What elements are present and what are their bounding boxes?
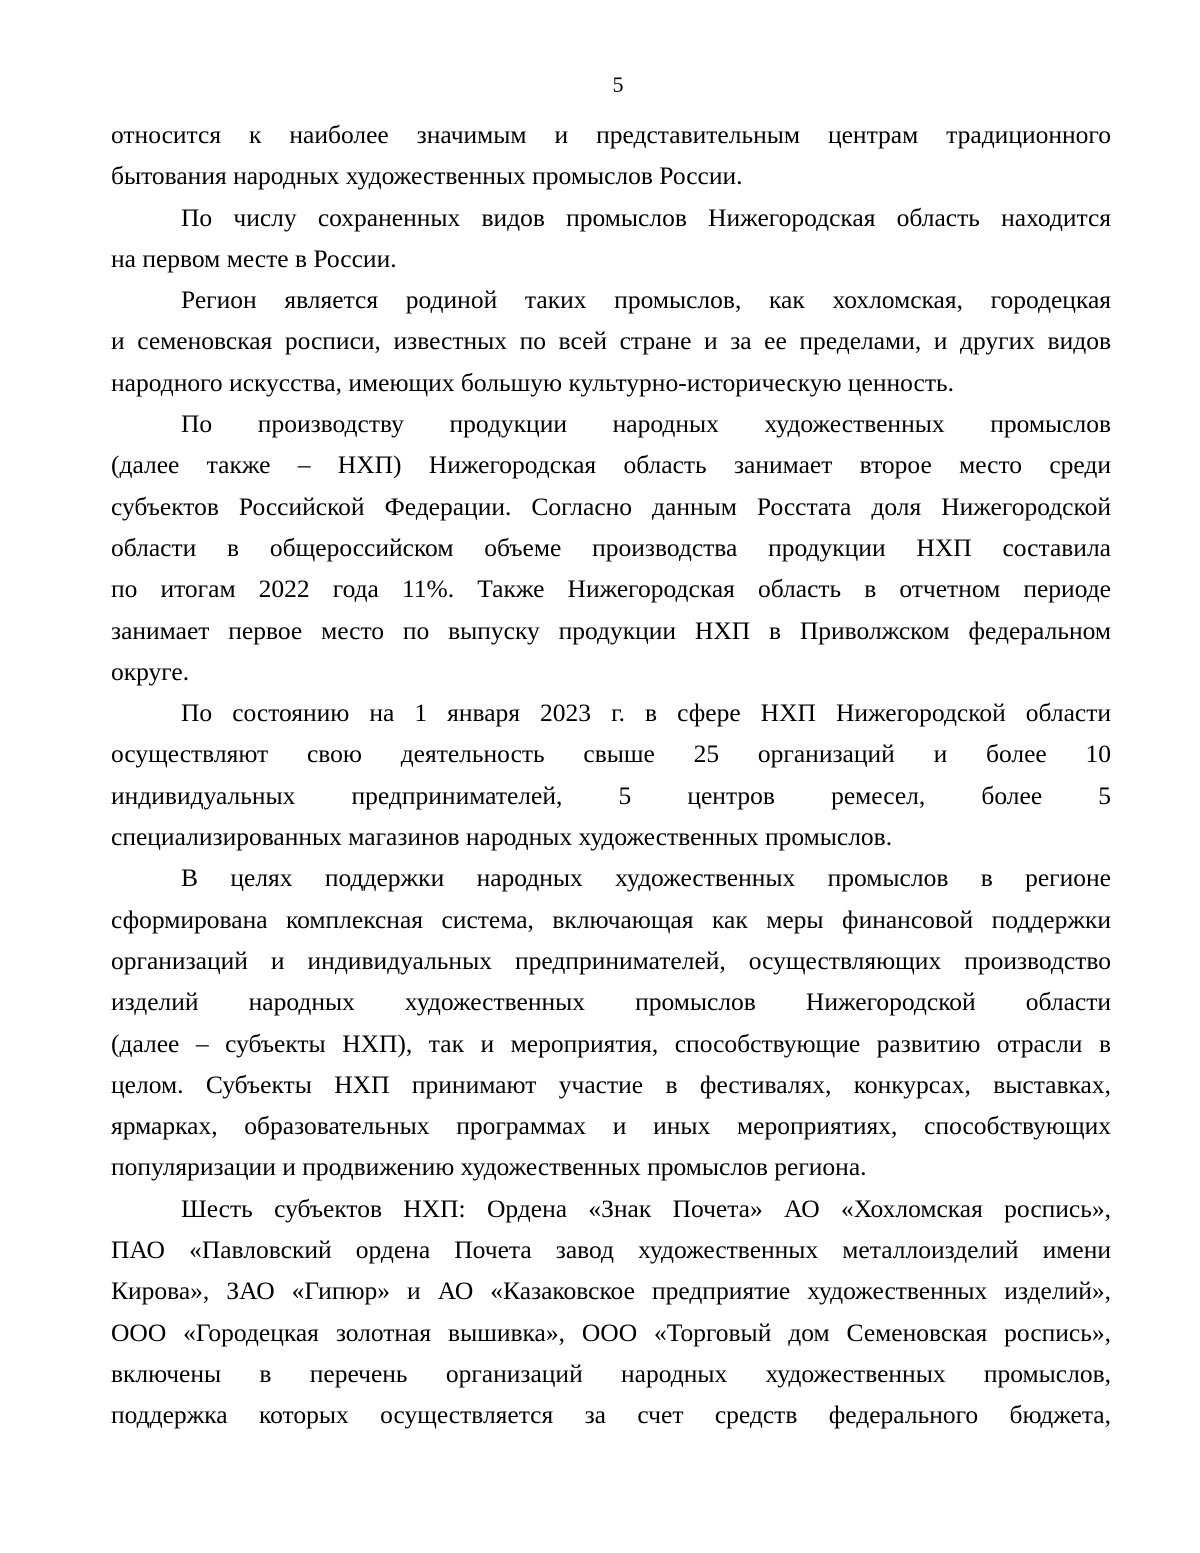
body-text [111,114,1111,1436]
text-line: изделий народных художественных промыслов Нижегородской области [111,987,1111,1017]
paragraph [111,114,1111,197]
text-line: (далее – субъекты НХП), так и мероприятия, способствующие развитию отрасли в [111,1028,1111,1058]
text-line: осуществляют свою деятельность свыше 25 организаций и более 10 [111,739,1111,769]
text-line: включены в перечень организаций народных художественных промыслов, [111,1358,1111,1388]
text-line: Шесть субъектов НХП: Ордена «Знак Почета» АО «Хохломская роспись», [181,1193,1111,1223]
text-line: специализированных магазинов народных художественных промыслов. [111,822,893,852]
text-line: ООО «Городецкая золотная вышивка», ООО «Торговый дом Семеновская роспись», [111,1317,1111,1347]
paragraph [111,197,1111,280]
text-line: бытования народных художественных промыслов России. [111,161,743,191]
text-line: по итогам 2022 года 11%. Также Нижегородская область в отчетном периоде [111,574,1111,604]
text-line: Кирова», ЗАО «Гипюр» и АО «Казаковское предприятие художественных изделий», [111,1276,1111,1306]
text-line: субъектов Российской Федерации. Согласно данным Росстата доля Нижегородской [111,491,1111,521]
text-line: народного искусства, имеющих большую культурно-историческую ценность. [111,367,955,397]
text-line: сформирована комплексная система, включающая как меры финансовой поддержки [111,904,1111,934]
text-line: Регион является родиной таких промыслов, как хохломская, городецкая [181,285,1111,315]
text-line: В целях поддержки народных художественных промыслов в регионе [181,863,1111,893]
page-number: 5 [612,72,624,97]
text-line: организаций и индивидуальных предпринимателей, осуществляющих производство [111,945,1111,975]
text-line: относится к наиболее значимым и представительным центрам традиционного [111,120,1111,149]
text-line: ПАО «Павловский ордена Почета завод художественных металлоизделий имени [111,1235,1111,1265]
text-line: индивидуальных предпринимателей, 5 центров ремесел, более 5 [111,780,1111,810]
paragraph [111,692,1111,857]
paragraph [111,403,1111,692]
text-line: По производству продукции народных художественных промыслов [181,409,1111,439]
text-line: целом. Субъекты НХП принимают участие в фестивалях, конкурсах, выставках, [111,1069,1111,1099]
paragraph [111,1188,1111,1436]
text-line: поддержка которых осуществляется за счет средств федерального бюджета, [111,1400,1111,1430]
text-line: и семеновская росписи, известных по всей стране и за ее пределами, и других видов [111,326,1111,356]
paragraph [111,279,1111,403]
text-line: области в общероссийском объеме производства продукции НХП составила [111,532,1111,562]
text-line: округе. [111,656,190,686]
text-line: (далее также – НХП) Нижегородская область занимает второе место среди [111,450,1111,480]
text-line: По состоянию на 1 января 2023 г. в сфере НХП Нижегородской области [181,698,1111,728]
text-line: ярмарках, образовательных программах и иных мероприятиях, способствующих [111,1111,1111,1141]
text-line: на первом месте в России. [111,243,397,273]
text-line: По числу сохраненных видов промыслов Нижегородская область находится [181,202,1111,232]
text-line: популяризации и продвижению художественных промыслов региона. [111,1152,867,1182]
text-line: занимает первое место по выпуску продукции НХП в Приволжском федеральном [111,615,1111,645]
paragraph [111,857,1111,1187]
